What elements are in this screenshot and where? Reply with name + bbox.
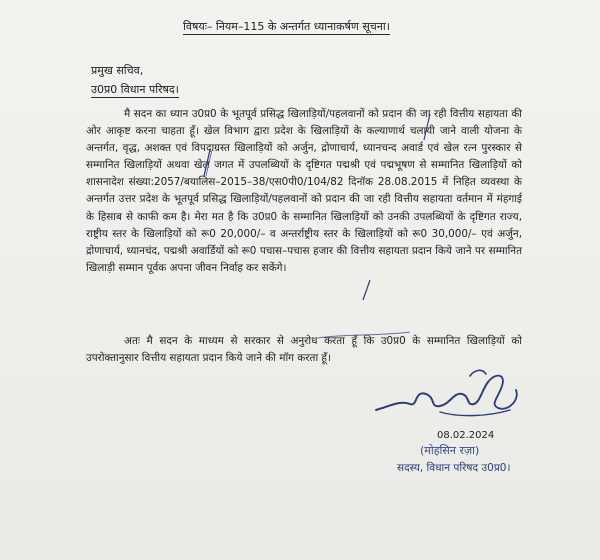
signatory-designation: सदस्य, विधान परिषद उ0प्र0। — [397, 462, 511, 474]
addressee-office-text: उ0प्र0 विधान परिषद। — [91, 83, 179, 96]
subject-line — [183, 20, 423, 34]
addressee-office — [91, 83, 179, 97]
addressee-title: प्रमुख सचिव, — [91, 64, 144, 77]
paragraph-2-text: अतः मै सदन के माध्यम से सरकार से अनुरोध करता हूँ कि उ0प्र0 के सम्मानित खिलाड़ियों को उपरोक्तानुसार वित्तीय सहायता प्रदान किये जाने की मॉग करता हूँ। — [86, 335, 522, 365]
paragraph-1-text: मै सदन का ध्यान उ0प्र0 के भूतपूर्व प्रसिद्ध खिलाड़ियों/पहलवानों को प्रदान की जा रही वित्तीय सहायता की ओर आकृष्ट करना चाहता हूँ। खेल विभाग द्वारा प्रदेश के खिलाड़ियों के कल्याणार्थ चलायी जाने वाली योजना के अन्तर्गत, वृद्ध, अशक्त एवं विपदाग्रस्त खिलाड़ियों को अर्जुन, द्रोणाचार्य, ध्यानचन्द अवार्ड एवं खेल रत्न पुरस्कार से सम्मानित खिलाड़ियों अथवा खेल जगत में उपलब्धियों के दृष्टिगत पद्मश्री एवं पद्मभूषण से सम्मानित खिलाड़ियों को शासनादेश संख्या:2057/बयालिस–2015–38/एस0पी0/104/82 दिनॉक 28.08.2015 में निहित व्यवस्था के अन्तर्गत उत्तर प्रदेश के भूतपूर्व प्रसिद्ध खिलाड़ियों/पहलवानों को प्रदान की जा रही वित्तीय सहायता वर्तमान में मंहगाई के हिसाब से काफी कम है। मेरा मत है कि उ0प्र0 के सम्मानित खिलाड़ियों को उनकी उपलब्धियों के दृष्टिगत राज्य, राष्ट्रीय स्तर के खिलाड़ियों को रू0 20,000/– व अन्तर्राष्ट्रीय स्तर के खिलाड़ियों को रू0 30,000/– एवं अर्जुन, द्रोणाचार्य, ध्यानचंद, पद्मश्री अवार्डियों को रू0 पचास–पचास हजार की वित्तीय सहायता प्रदान किये जाने पर सम्मानित खिलाड़ी सम्मान पूर्वक अपना जीवन निर्वाह कर सकेंगे। — [86, 108, 522, 274]
signature-scribble — [370, 360, 530, 440]
signature-date: 08.02.2024 — [437, 430, 495, 441]
subject-text: विषयः– नियम–115 के अन्तर्गत ध्यानाकर्षण सूचना। — [183, 20, 390, 33]
body-paragraph-1 — [86, 106, 522, 277]
signatory-name: (मोहसिन रज़ा) — [420, 444, 480, 457]
